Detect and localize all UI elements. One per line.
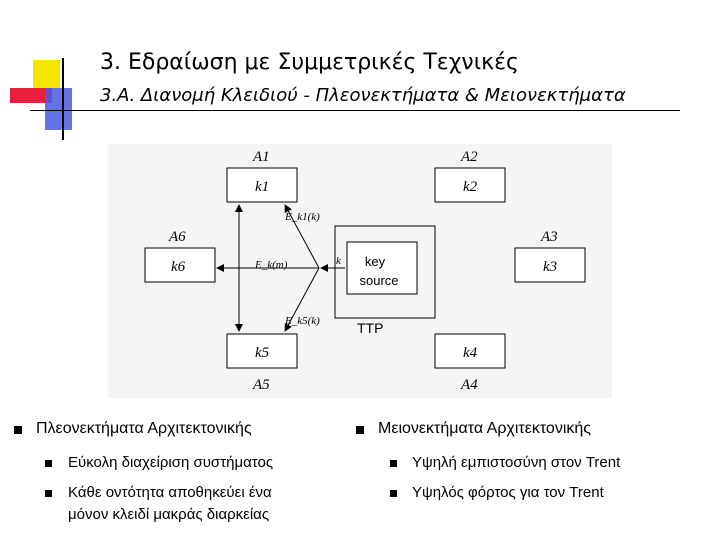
party-a2-key: k2 [463, 179, 478, 195]
bullet-dis-1 [390, 460, 397, 467]
bullet-dis-2 [390, 490, 397, 497]
bullet-advantages [14, 426, 22, 434]
bullet-adv-2 [45, 490, 52, 497]
bullet-adv-1 [45, 460, 52, 467]
deco-blue-square [45, 88, 72, 130]
deco-yellow-square [33, 60, 60, 88]
advantage-item-1: Εύκολη διαχείριση συστήματος [68, 454, 274, 471]
advantage-item-2-cont: μόνον κλειδί μακράς διαρκείας [68, 506, 270, 523]
disadvantage-item-1: Υψηλή εμπιστοσύνη στον Trent [412, 454, 621, 471]
party-a5-key: k5 [255, 345, 270, 361]
party-a3-key: k3 [543, 259, 558, 275]
party-a6-key: k6 [171, 259, 186, 275]
party-a3-name: A3 [541, 229, 558, 245]
ttp-label: TTP [357, 320, 384, 336]
party-a1-key: k1 [255, 179, 270, 195]
label-ek1: E_k1(k) [285, 211, 320, 223]
party-a1-name: A1 [253, 149, 270, 165]
party-a6-name: A6 [169, 229, 186, 245]
disadvantages-heading: Μειονεκτήματα Αρχιτεκτονικής [378, 420, 591, 437]
party-a4-name: A4 [461, 377, 478, 393]
party-a4-key: k4 [463, 345, 478, 361]
party-a5-name: A5 [253, 377, 270, 393]
disadvantage-item-2: Υψηλός φόρτος για τον Trent [412, 484, 604, 501]
advantage-item-2: Κάθε οντότητα αποθηκεύει ένα [68, 484, 272, 501]
advantages-heading: Πλεονεκτήματα Αρχιτεκτονικής [36, 420, 252, 437]
deco-vertical-line [62, 58, 64, 140]
diagram-svg [107, 144, 612, 398]
label-ek: E_k(m) [255, 259, 288, 271]
label-ek5: E_k5(k) [285, 315, 320, 327]
key-source-line2: source [359, 273, 399, 288]
arrow-k-label: k [336, 255, 341, 267]
key-source-line1: key [364, 254, 386, 269]
deco-horizontal-line [30, 110, 680, 111]
party-a2-name: A2 [461, 149, 478, 165]
slide-subtitle: 3.Α. Διανομή Κλειδιού - Πλεονεκτήματα & Μειονεκτήματα [100, 85, 626, 106]
slide-title: 3. Εδραίωση με Συμμετρικές Τεχνικές [100, 50, 519, 75]
bullet-disadvantages [356, 426, 364, 434]
key-distribution-diagram [107, 144, 612, 398]
